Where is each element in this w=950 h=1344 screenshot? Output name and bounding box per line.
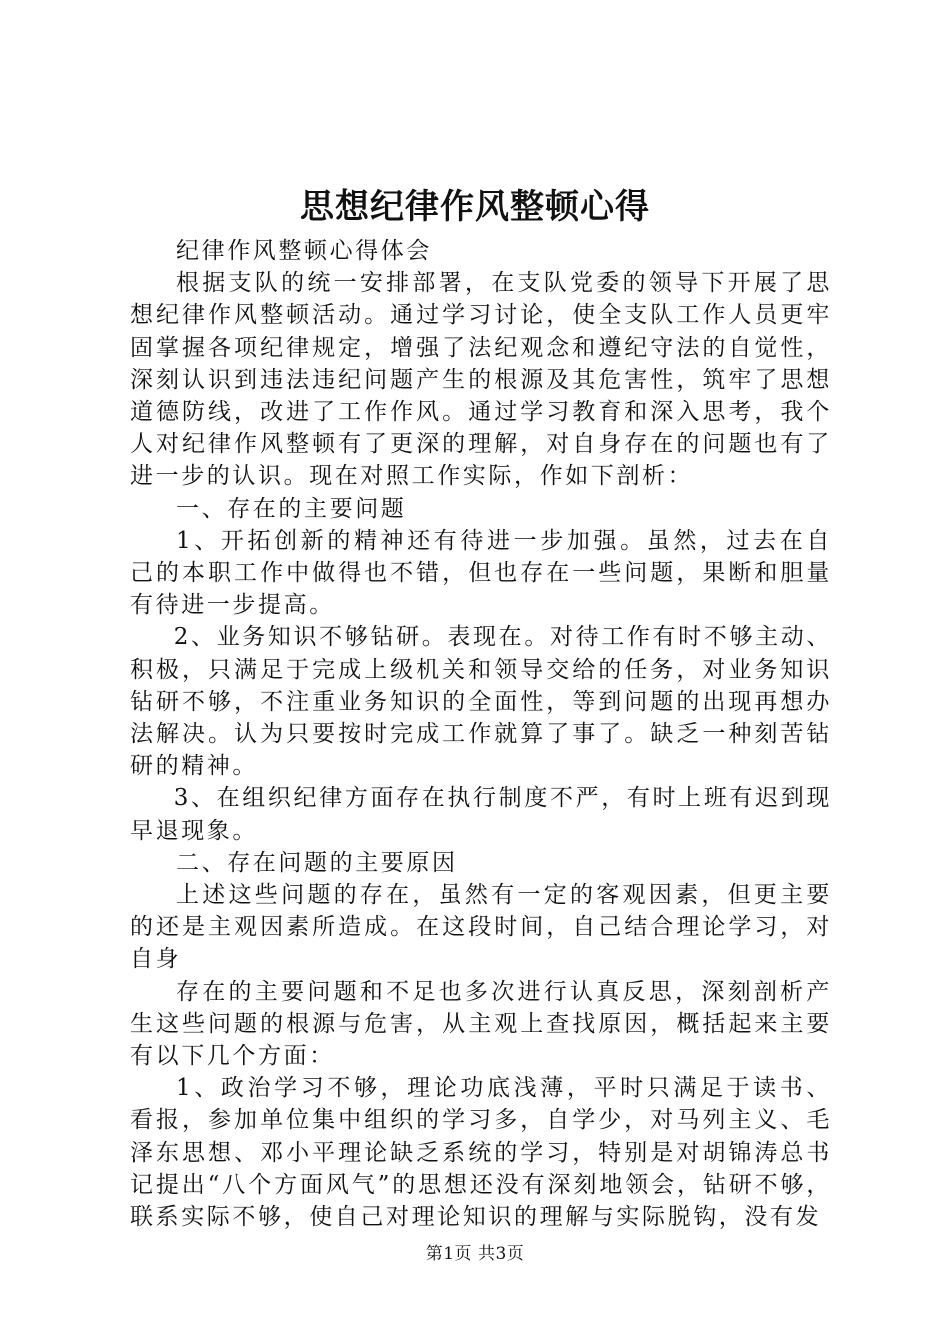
problem-item-1: 1、开拓创新的精神还有待进一步加强。虽然，过去在自己的本职工作中做得也不错，但也存在一些问题，果断和胆量有待进一步提高。 bbox=[130, 527, 832, 619]
page-number: 第1页 共3页 bbox=[425, 1244, 525, 1264]
cause-item-1: 1、政治学习不够，理论功底浅薄，平时只满足于读书、看报，参加单位集中组织的学习多，自学少，对马列主义、毛泽东思想、邓小平理论缺乏系统的学习，特别是对胡锦涛总书记提出“八个方面风气”的思想还没有深刻地领会，钻研不够，联系实际不够，使自己对理论知识的理解与实际脱钩，没有发 bbox=[130, 1075, 832, 1231]
reflection-paragraph: 存在的主要问题和不足也多次进行认真反思，深刻剖析产生这些问题的根源与危害，从主观上查找原因，概括起来主要有以下几个方面： bbox=[130, 978, 832, 1070]
causes-paragraph: 上述这些问题的存在，虽然有一定的客观因素，但更主要的还是主观因素所造成。在这段时间，自己结合理论学习，对自身 bbox=[130, 882, 832, 973]
problem-item-3: 3、在组织纪律方面存在执行制度不严，有时上班有迟到现早退现象。 bbox=[130, 785, 832, 844]
document-title: 思想纪律作风整顿心得 bbox=[300, 187, 650, 227]
problem-item-2: 2、业务知识不够钻研。表现在。对待工作有时不够主动、积极，只满足于完成上级机关和领导交给的任务，对业务知识钻研不够，不注重业务知识的全面性，等到问题的出现再想办法解决。认为只要按时完成工作就算了事了。缺乏一种刻苦钻研的精神。 bbox=[130, 624, 832, 780]
section-heading-problems: 一、存在的主要问题 bbox=[176, 495, 407, 522]
document-body bbox=[130, 235, 832, 1233]
subtitle-paragraph: 纪律作风整顿心得体会 bbox=[176, 238, 432, 264]
section-heading-causes: 二、存在问题的主要原因 bbox=[176, 849, 458, 876]
intro-paragraph: 根据支队的统一安排部署，在支队党委的领导下开展了思想纪律作风整顿活动。通过学习讨论，使全支队工作人员更牢固掌握各项纪律规定，增强了法纪观念和遵纪守法的自觉性，深刻认识到违法违纪问题产生的根源及其危害性，筑牢了思想道德防线，改进了工作作风。通过学习教育和深入思考，我个人对纪律作风整顿有了更深的理解，对自身存在的问题也有了进一步的认识。现在对照工作实际，作如下剖析： bbox=[130, 270, 832, 490]
